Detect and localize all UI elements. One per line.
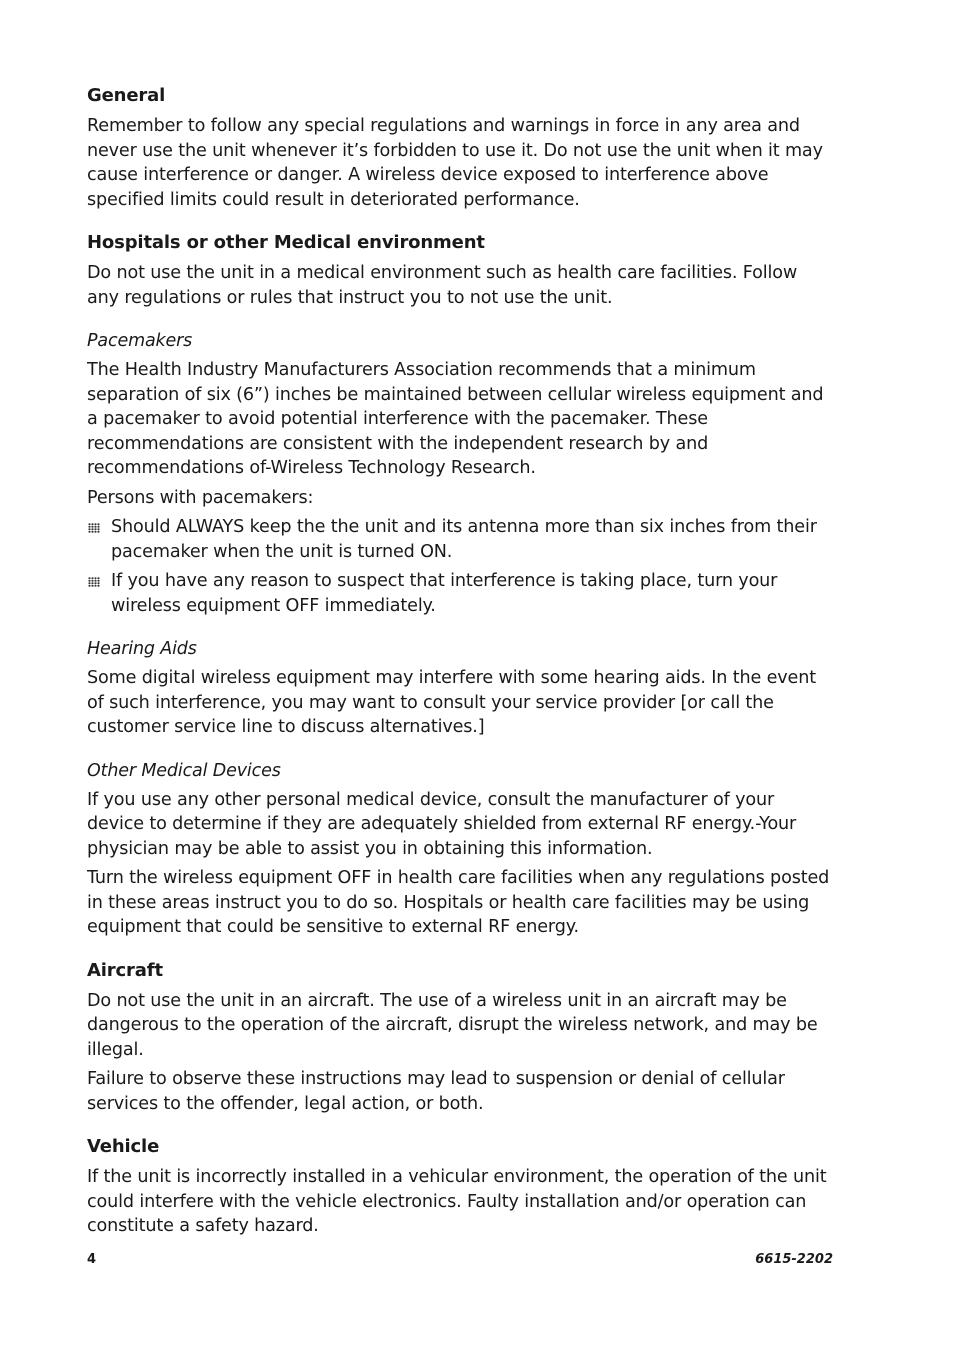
section-vehicle	[87, 1135, 833, 1239]
paragraph: Some digital wireless equipment may interfere with some hearing aids. In the event of such interference, you may want to consult your service provider [or call the customer service line to discuss alternatives.]	[87, 668, 816, 737]
subsection-heading: Hearing Aids	[87, 639, 197, 659]
paragraph: Turn the wireless equipment OFF in health care facilities when any regulations posted in these areas instruct you to do so. Hospitals or health care facilities may be using equipment that could be sensitive to external RF energy.	[87, 868, 830, 937]
paragraph: If the unit is incorrectly installed in a vehicular environment, the operation of the unit could interfere with the vehicle electronics. Faulty installation and/or operation can constitute a safety hazard.	[87, 1167, 827, 1236]
subsection-pacemakers	[87, 329, 833, 618]
page-number: 4	[87, 1252, 97, 1267]
paragraph: The Health Industry Manufacturers Association recommends that a minimum separation of six (6”) inches be maintained between cellular wireless equipment and a pacemaker to avoid potential interference with the pacemaker. These recommendations are consistent with the independent research by and recommendations of-Wireless Technology Research.	[87, 360, 824, 478]
section-general	[87, 84, 833, 212]
dot-grid-bullet-icon	[88, 523, 100, 533]
section-heading: General	[87, 85, 166, 106]
section-aircraft	[87, 959, 833, 1117]
paragraph: If you use any other personal medical device, consult the manufacturer of your device to determine if they are adequately shielded from external RF energy.-Your physician may be able to assist you in obtaining this information.	[87, 789, 797, 859]
bullet-list	[87, 515, 833, 618]
list-item-text: If you have any reason to suspect that interference is taking place, turn your wireless equipment OFF immediately.	[111, 571, 778, 616]
paragraph: Remember to follow any special regulations and warnings in force in any area and never use the unit whenever it’s forbidden to use it. Do not use the unit when it may cause interference or danger. A wireless device exposed to interference above specified limits could result in deteriorated performance.	[87, 116, 823, 210]
paragraph: Do not use the unit in an aircraft. The use of a wireless unit in an aircraft may be dangerous to the operation of the aircraft, disrupt the wireless network, and may be illegal.	[87, 990, 818, 1060]
section-heading: Vehicle	[87, 1136, 160, 1157]
list-item	[87, 515, 833, 564]
list-item	[87, 569, 833, 618]
section-heading: Hospitals or other Medical environment	[87, 232, 485, 253]
document-page	[87, 84, 833, 1258]
subsection-heading: Pacemakers	[87, 331, 193, 351]
section-heading: Aircraft	[87, 959, 163, 981]
paragraph: Failure to observe these instructions may lead to suspension or denial of cellular services to the offender, legal action, or both.	[87, 1069, 785, 1114]
list-item-text: Should ALWAYS keep the the unit and its antenna more than six inches from their pacemaker when the unit is turned ON.	[111, 517, 817, 562]
subsection-hearing-aids	[87, 637, 833, 740]
subsection-other-medical-devices	[87, 759, 833, 940]
dot-grid-bullet-icon	[88, 577, 100, 587]
paragraph: Persons with pacemakers:	[87, 487, 314, 508]
subsection-heading: Other Medical Devices	[87, 760, 281, 781]
document-number: 6615-2202	[755, 1252, 833, 1267]
section-medical-environment	[87, 231, 833, 940]
paragraph: Do not use the unit in a medical environment such as health care facilities. Follow any regulations or rules that instruct you to not use the unit.	[87, 263, 798, 308]
